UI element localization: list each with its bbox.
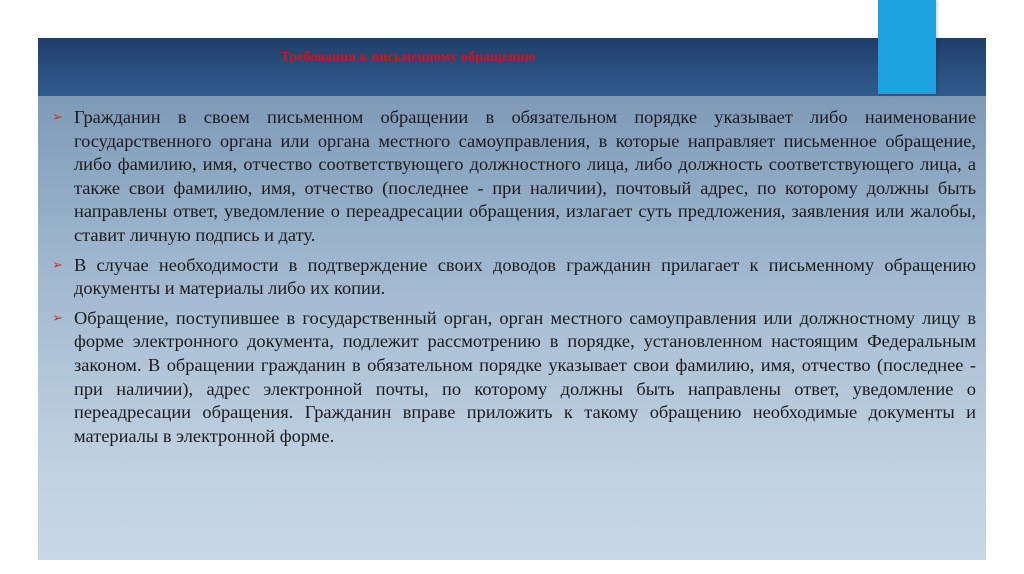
slide-title: Требования к письменному обращению [280, 50, 536, 65]
bullet-text: Гражданин в своем письменном обращении в обязательном порядке указывает либо наименование государственного органа или органа местного самоуправления, в которые направляет письменное обращение, либо фамилию, имя, отчество соответствующего должностного лица, либо должность соответствующего лица, а также свои фамилию, имя, отчество (последнее - при наличии), почтовый адрес, по которому должны быть направлены ответ, уведомление о переадресации обращения, излагает суть предложения, заявления или жалобы, ставит личную подпись и дату. [74, 107, 976, 245]
arrow-bullet-icon: ➢ [52, 257, 63, 273]
bullet-text: В случае необходимости в подтверждение своих доводов гражданин прилагает к письменному обращению документы и материалы либо их копии. [74, 254, 976, 299]
arrow-bullet-icon: ➢ [52, 110, 63, 125]
slide-content [38, 96, 986, 560]
bullet-item [52, 307, 976, 449]
bullet-item [52, 106, 976, 248]
bullet-text: Обращение, поступившее в государственный орган, орган местного самоуправления или должностному лицу в форме электронного документа, подлежит рассмотрению в порядке, установленном настоящим Федеральным законом. В обращении гражданин в обязательном порядке указывает свои фамилию, имя, отчество (последнее - при наличии), адрес электронной почты, по которому должны быть направлены ответ, уведомление о переадресации обращения. Гражданин вправе приложить к такому обращению необходимые документы и материалы в электронной форме. [74, 307, 976, 446]
bullet-item [52, 254, 976, 301]
slide-header [38, 38, 986, 96]
arrow-bullet-icon: ➢ [52, 310, 63, 326]
accent-bar [878, 0, 936, 94]
